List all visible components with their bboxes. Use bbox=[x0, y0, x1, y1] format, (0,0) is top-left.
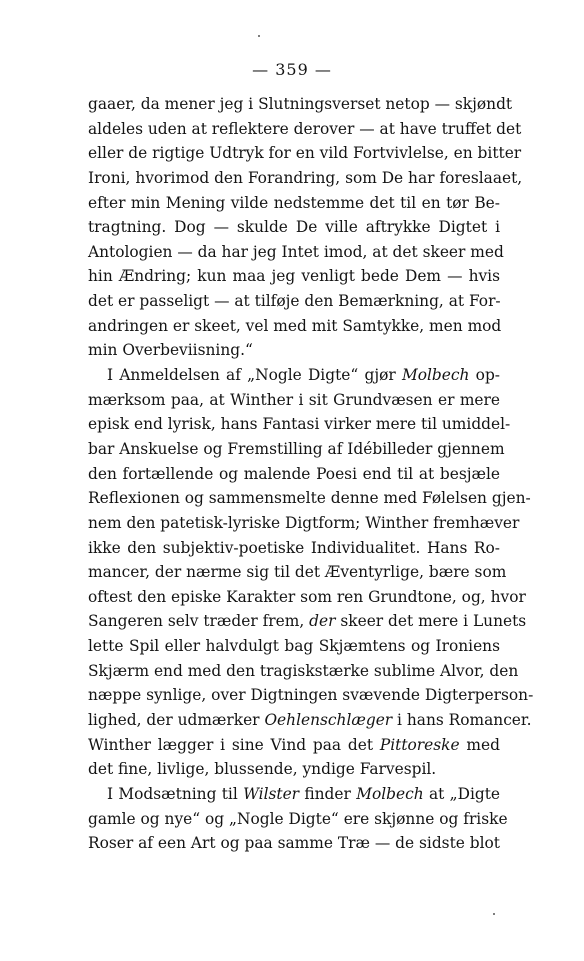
text-span: lighed, der udmærker bbox=[88, 711, 265, 730]
text-line: mærksom paa, at Winther i sit Grundvæsen er mere bbox=[88, 390, 500, 409]
text-line: hin Ændring; kun maa jeg venligt bede Dem — hvis bbox=[88, 267, 500, 286]
text-line: oftest den episke Karakter som ren Grundtone, og, hvor bbox=[88, 587, 526, 606]
text-line: tragtning. Dog — skulde De ville aftrykke Digtet i bbox=[88, 218, 500, 237]
italic-name: Pittoreske bbox=[379, 735, 460, 754]
italic-name: Wilster bbox=[243, 784, 300, 803]
text-line: eller de rigtige Udtryk for en vild Fortvivlelse, en bitter bbox=[88, 144, 522, 163]
text-span: Winther lægger i sine Vind paa det bbox=[88, 735, 380, 754]
text-line: gamle og nye“ og „Nogle Digte“ ere skjønne og friske bbox=[88, 809, 508, 828]
text-line bbox=[88, 733, 500, 758]
text-line: det fine, livlige, blussende, yndige Farvespil. bbox=[88, 760, 437, 779]
text-line: bar Anskuelse og Fremstilling af Idébilleder gjennem bbox=[88, 439, 505, 458]
text-line: episk end lyrisk, hans Fantasi virker mere til umiddel- bbox=[88, 415, 511, 434]
italic-name: der bbox=[309, 612, 336, 631]
text-line bbox=[88, 782, 500, 807]
italic-name: Molbech bbox=[356, 784, 424, 803]
text-span: op- bbox=[469, 366, 500, 385]
text-line: andringen er skeet, vel med mit Samtykke, men mod bbox=[88, 316, 502, 335]
text-line: Roser af een Art og paa samme Træ — de sidste blot bbox=[88, 834, 500, 853]
text-line: Skjærm end med den tragiskstærke sublime Alvor, den bbox=[88, 661, 519, 680]
page-number: — 359 — bbox=[252, 60, 332, 79]
text-line: det er passeligt — at tilføje den Bemærkning, at For- bbox=[88, 292, 501, 311]
text-line: Ironi, hvorimod den Forandring, som De har foreslaaet, bbox=[88, 168, 523, 187]
text-line: Antologien — da har jeg Intet imod, at det skeer med bbox=[88, 242, 504, 261]
text-line bbox=[88, 609, 527, 634]
text-line: Reflexionen og sammensmelte denne med Følelsen gjen- bbox=[88, 489, 531, 508]
print-speck bbox=[258, 35, 260, 37]
print-speck bbox=[493, 913, 495, 915]
text-span: at „Digte bbox=[423, 784, 501, 803]
italic-name: Oehlenschlæger bbox=[264, 711, 393, 730]
text-span: med bbox=[459, 735, 500, 754]
text-line: mancer, der nærme sig til det Æventyrlige, bære som bbox=[88, 563, 507, 582]
text-span: i hans Romancer. bbox=[392, 711, 532, 730]
italic-name: Molbech bbox=[401, 366, 470, 385]
text-line bbox=[88, 363, 500, 388]
text-span: Sangeren selv træder frem, bbox=[88, 612, 310, 631]
text-span: finder bbox=[299, 784, 357, 803]
text-span: I Modsætning til bbox=[107, 784, 244, 803]
text-line: den fortællende og malende Poesi end til at besjæle bbox=[88, 464, 500, 483]
text-line: næppe synlige, over Digtningen svævende Digterperson- bbox=[88, 686, 534, 705]
text-line: ikke den subjektiv-poetiske Individualitet. Hans Ro- bbox=[88, 538, 500, 557]
text-line: nem den patetisk-lyriske Digtform; Winther fremhæver bbox=[88, 513, 520, 532]
text-line: efter min Mening vilde nedstemme det til en tør Be- bbox=[88, 193, 500, 212]
text-span: I Anmeldelsen af „Nogle Digte“ gjør bbox=[107, 366, 402, 385]
text-line: aldeles uden at reflektere derover — at have truffet det bbox=[88, 119, 522, 138]
text-span: skeer det mere i Lunets bbox=[335, 612, 527, 631]
text-line: lette Spil eller halvdulgt bag Skjæmtens og Ironiens bbox=[88, 637, 500, 656]
body-text bbox=[88, 92, 534, 856]
text-line: min Overbeviisning.“ bbox=[88, 341, 253, 360]
text-line: gaaer, da mener jeg i Slutningsverset netop — skjøndt bbox=[88, 95, 513, 113]
text-line bbox=[88, 708, 532, 733]
